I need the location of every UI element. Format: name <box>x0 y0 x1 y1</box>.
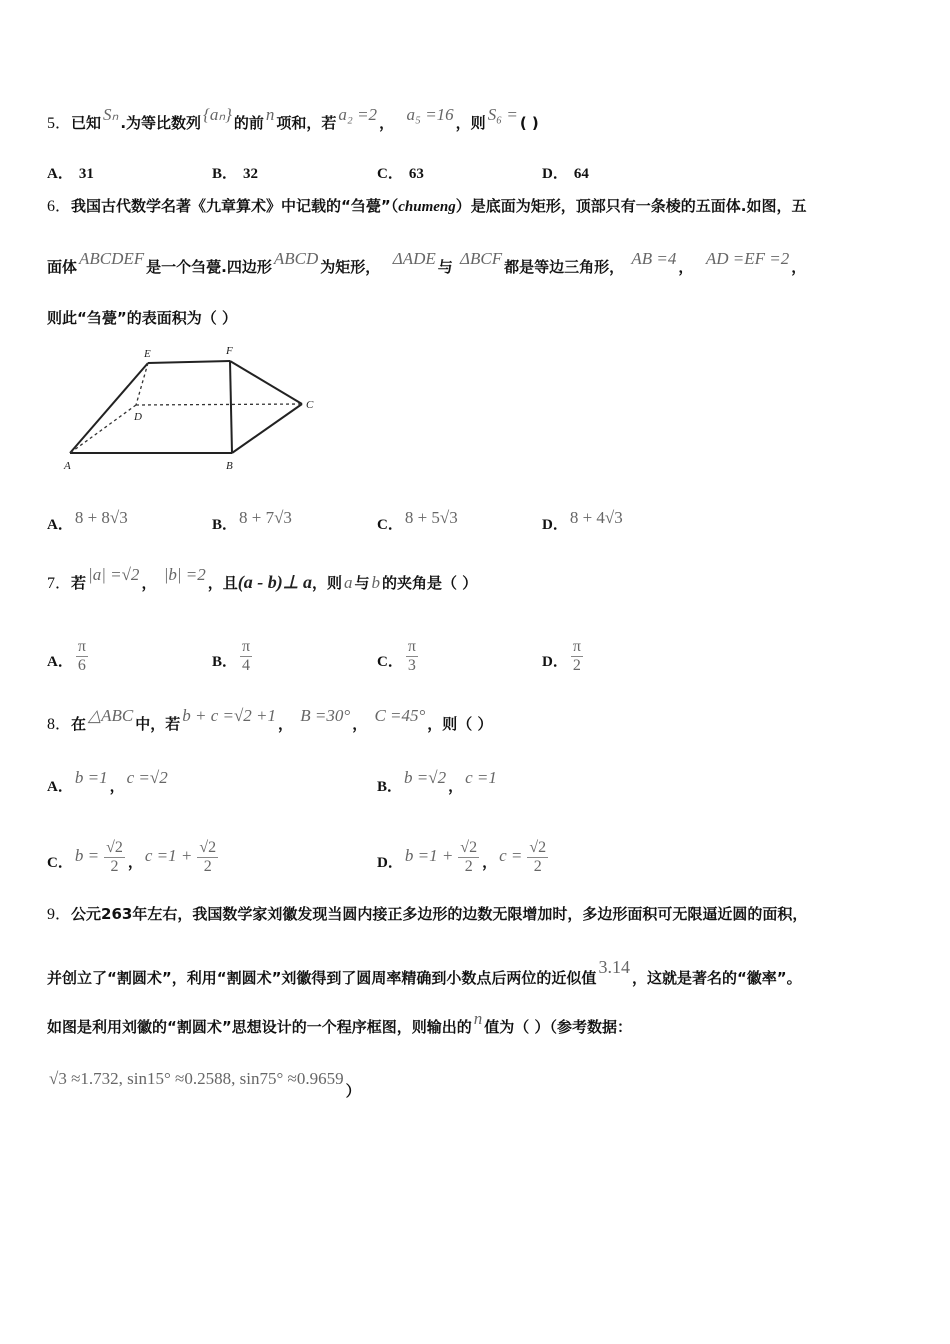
chumeng-figure <box>60 338 320 478</box>
q9-stem-line3: 如图是利用刘徽的“割圆术”思想设计的一个程序框图，则输出的 n 值为（ ）（参考数据： <box>47 1009 632 1036</box>
q8-option-b[interactable]: B． b =√2 ， c =1 <box>377 768 497 795</box>
label-a: A <box>64 460 71 472</box>
q5-option-c[interactable]: C． 63 <box>377 166 424 182</box>
q8-option-a[interactable]: A． b =1 ， c =√2 <box>47 768 168 795</box>
label-c: C <box>306 399 314 411</box>
q5-stem: 5．已知 Sₙ .为等比数列 {aₙ} 的前 n 项和，若 a₂ =2 ， a₅ =16 ，则 S₆ = ( ) <box>47 105 539 132</box>
q9-stem-line1: 9．公元263年左右，我国数学家刘徽发现当圆内接正多边形的边数无限增加时，多边形面积可无限逼近圆的面积， <box>47 905 808 923</box>
q9-stem-line4: √3 ≈1.732, sin15° ≈0.2588, sin75° ≈0.9659） <box>49 1069 361 1100</box>
q6-stem-line3: 则此“刍甍”的表面积为（ ） <box>47 309 237 327</box>
q9-stem-line2: 并创立了“割圆术”，利用“割圆术”刘徽得到了圆周率精确到小数点后两位的近似值3.14，这就是著名的“徽率”。 <box>47 957 802 987</box>
q5-option-b[interactable]: B． 32 <box>212 166 259 182</box>
q7-option-d[interactable]: D． $\frac{\pi}{2}$ <box>542 638 581 674</box>
q7-stem: 7．若 |a| =√2 ， |b| =2 ，且(a - b)⊥ a，则 a 与 b 的夹角是（ ） <box>47 565 478 592</box>
q6-option-a[interactable]: A． 8 + 8√3 <box>47 508 128 533</box>
q8-option-c[interactable]: C． b = $\frac{√2}{2}$ ， c =1 + $\frac{√2}{2}$ <box>47 839 217 875</box>
label-b: B <box>226 460 233 472</box>
q6-option-d[interactable]: D． 8 + 4√3 <box>542 508 623 533</box>
label-f: F <box>226 345 233 357</box>
q6-option-c[interactable]: C． 8 + 5√3 <box>377 508 458 533</box>
q7-option-b[interactable]: B． $\frac{\pi}{4}$ <box>212 638 251 674</box>
q8-stem: 8．在 △ABC 中，若 b + c =√2 +1 ， B =30° ， C =45° ，则（ ） <box>47 706 493 733</box>
q7-option-c[interactable]: C． $\frac{\pi}{3}$ <box>377 638 416 674</box>
q5-option-a[interactable]: A． 31 <box>47 166 94 182</box>
q8-option-d[interactable]: D． b =1 + $\frac{√2}{2}$ ， c = $\frac{√2}{2}$ <box>377 839 547 875</box>
label-e: E <box>144 348 151 360</box>
q6-stem-line2: 面体 ABCDEF 是一个刍甍.四边形 ABCD 为矩形， ΔADE 与 ΔBCF 都是等边三角形， AB =4 ， AD =EF =2 ， <box>47 249 807 276</box>
q6-stem-line1: 6．我国古代数学名著《九章算术》中记载的“刍甍”（chumeng）是底面为矩形，顶部只有一条棱的五面体.如图，五 <box>47 197 807 215</box>
q7-option-a[interactable]: A． $\frac{\pi}{6}$ <box>47 638 86 674</box>
label-d: D <box>134 411 142 423</box>
q5-option-d[interactable]: D． 64 <box>542 166 589 182</box>
q6-option-b[interactable]: B． 8 + 7√3 <box>212 508 292 533</box>
